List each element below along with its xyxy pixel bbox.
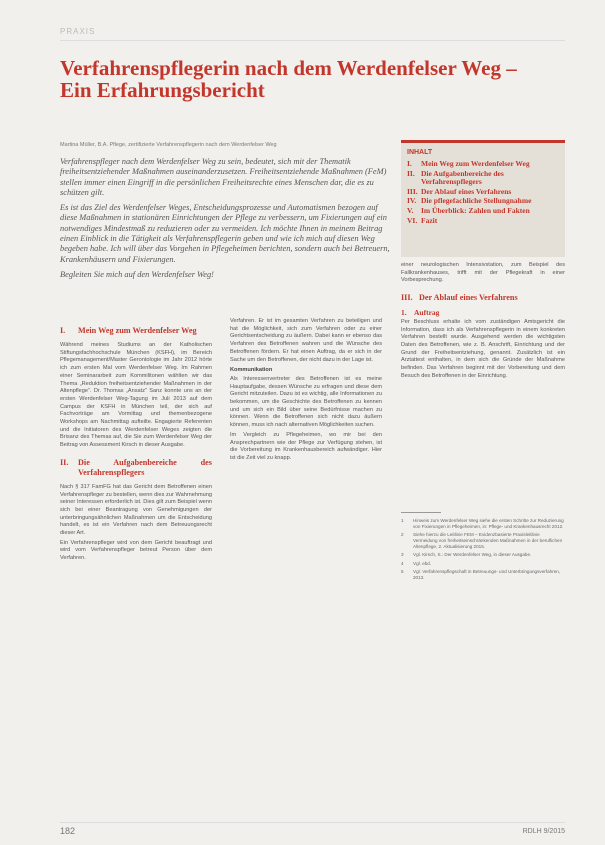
body-paragraph: Im Vergleich zu Pflegeheimen, wo mir bei den Ansprechpartnern wie der Pflege zur Verfügung stehen, ist die Vorbereitung im Krankenhausbereich aufwändiger. Hier ist die Zeit viel zu knapp. — [230, 431, 382, 461]
footnote — [401, 569, 565, 581]
toc-item[interactable] — [407, 188, 559, 197]
footnote-number: 3 — [401, 552, 404, 558]
section-number: III. — [401, 293, 413, 303]
subsection-heading — [401, 309, 565, 317]
magazine-issue: RDLH 9/2015 — [522, 828, 565, 835]
footnote-number: 5 — [401, 568, 404, 574]
section-title: Der Ablauf eines Verfahrens — [419, 293, 518, 303]
toc-title: INHALT — [407, 149, 433, 156]
toc-item[interactable] — [407, 217, 559, 226]
footnote — [401, 561, 565, 567]
lead-paragraph: Begleiten Sie mich auf den Werdenfelser Weg! — [60, 269, 214, 279]
footnote-number: 1 — [401, 518, 404, 523]
footnote-text: Siehe hierzu die Leitlinie FEM – Evidenzbasierte Praxisleitlinie Vermeidung von freiheitseinschränkenden Maßnahmen in der beruflichen Altenpflege, 2. Aktualisierung 2015. — [413, 532, 563, 550]
toc-number: I. — [407, 159, 412, 168]
toc-label: Der Ablauf eines Verfahrens — [421, 186, 512, 196]
toc-item[interactable] — [407, 197, 559, 206]
column-1 — [60, 318, 212, 565]
column-3 — [401, 262, 565, 382]
footnotes — [401, 512, 565, 583]
title-line-2: Ein Erfahrungsbericht — [60, 78, 265, 102]
toc-label: Im Überblick: Zahlen und Fakten — [421, 205, 530, 215]
toc-number: VI. — [407, 215, 418, 225]
toc-label: Die Aufgabenbereiche des Verfahrenspflegers — [421, 168, 504, 187]
article-title — [60, 57, 560, 101]
footnote-number: 4 — [401, 560, 404, 566]
toc-item[interactable] — [407, 160, 559, 169]
body-paragraph: Während meines Studiums an der Katholischen Stiftungsfachhochschule München (KSFH), im Bereich Pflegemanagement/Master Gerontologie im Jahr 2012 hörte ich zum ersten Mal vom Werdenfelser Weg. Im Rahmen einer Seminararbeit zum Kommilitonen wählten wir das Thema „Reduktion freiheitsentziehender Maßnahmen in der Altenpflege“. Dr. Thomas „Ansatz“ Sanz konnte uns an der ersten Werdenfelser Weg-Tagung im Juli 2013 auf dem Campus der KSFH in München teil, der sich auf Fachvorträge am Vormittag und themenbezogene Workshops am Nachmittag aufteilte. Engagierte Referenten und die Initiatoren des Werdenfelser Weges zeigten die Brisanz des Themas auf, die Sie zum Werdenfelser Weg der Beitrag von Assessment Kirsch in dieser Ausgabe. — [60, 342, 212, 449]
section-kicker: PRAXIS — [60, 27, 96, 36]
toc-item[interactable] — [407, 170, 559, 187]
body-paragraph: Nach § 317 FamFG hat das Gericht dem Betroffenen einen Verfahrenspfleger zu bestellen, wenn dies zur Wahrnehmung seiner Interessen erforderlich ist. Dies gilt zum Beispiel wenn sich bei einer Beantragung von Genehmigungen der unterbringungsähnlichen Maßnahmen um die Entscheidung handelt, es ist ein Verfahren nach dem Betreuungsrecht dieser Art. — [60, 483, 212, 537]
toc-label: Mein Weg zum Werdenfelser Weg — [421, 159, 530, 168]
section-heading — [60, 458, 212, 478]
subsection-number: 1. — [401, 308, 407, 318]
toc-number: V. — [407, 205, 414, 215]
lead-paragraphs — [60, 157, 390, 285]
section-number: II. — [60, 457, 69, 467]
page-number: 182 — [60, 826, 76, 836]
body-paragraph: Per Beschluss erhalte ich vom zuständigen Amtsgericht die Information, dass ich als Verfahrenspflegerin in einem konkreten Verfahren bestellt wurde. Ausgehend werden die wichtigsten Daten des Betroffenen, wie z. B. Anschrift, Einrichtung und der Grund der Freiheitsentziehung, genannt. Zusätzlich ist ein Arztattest enthalten, in dem sich die Gründe der Maßnahme befinden. Das Verfahren beginnt mit der Vorbereitung und dem Besuch des Betroffenen in der Einrichtung. — [401, 318, 565, 379]
section-title: Die Aufgabenbereiche des Verfahrenspflegers — [78, 457, 212, 477]
toc-list — [401, 160, 565, 225]
body-paragraph: einer neurologischen Intensivstation, zum Beispiel des Fallkrankenhauses, trifft mit der Pflegekraft in einer Vorbesprechung. — [401, 262, 565, 284]
column-2 — [230, 318, 382, 465]
body-paragraph: Verfahren. Er ist im gesamten Verfahren zu beteiligen und hat die Möglichkeit, sich zum Verfahren oder zu einer Gerichtsentscheidung zu äußern. Dabei kann er ebenso das Verfahren des Betroffenen wahren und die Wünsche des Betroffenen fördern. Er hat einen Auftrag, da er sich in der Sache um den Betroffenen, der nicht dazu in der Lage ist. — [230, 318, 382, 363]
table-of-contents — [401, 140, 565, 257]
footnote — [401, 518, 565, 530]
section-number: I. — [60, 326, 66, 335]
divider — [60, 40, 565, 41]
section-title: Mein Weg zum Werdenfelser Weg — [78, 326, 197, 335]
footnote-text: Vgl. ebd. — [413, 560, 432, 566]
footnote — [401, 552, 565, 558]
title-line-1: Verfahrenspflegerin nach dem Werdenfelser Weg – — [60, 56, 517, 80]
footnote — [401, 532, 565, 550]
footnote-number: 2 — [401, 532, 404, 538]
toc-number: III. — [407, 186, 418, 196]
toc-number: II. — [407, 168, 415, 178]
toc-label: Die pflegefachliche Stellungnahme — [421, 196, 532, 206]
section-heading — [401, 293, 565, 303]
subheading: Kommunikation — [230, 367, 273, 374]
body-paragraph: Als Interessenvertreter des Betroffenen ist es meine Hauptaufgabe, dessen Wünsche zu erfragen und diese dem Gericht mitzuteilen. Dazu ist es wichtig, alle Informationen zu bekommen, um die Geschichte des Betroffenen zu kennen und um sich ein Bild über seine Bedürfnisse machen zu können. Wenn die Betroffenen sich nicht dazu äußern können, muss ich nach alternativen Möglichkeiten suchen. — [230, 375, 382, 429]
lead-paragraph: Verfahrenspfleger nach dem Werdenfelser Weg zu sein, bedeutet, sich mit der Thematik freiheitsentziehender Maßnahmen auseinanderzusetzen. Freiheitsentziehende Maßnahmen (FeM) stellen immer einen Eingriff in die persönlichen Freiheitsrechte eines Menschen dar, die es zu schützen gilt. — [60, 157, 387, 197]
footnote-separator — [401, 512, 441, 513]
toc-label: Fazit — [421, 215, 438, 225]
footnote-text: Vgl. Kirsch, S.: Der Werdenfelser Weg, in dieser Ausgabe. — [413, 552, 532, 558]
section-heading — [60, 326, 212, 336]
toc-number: IV. — [407, 196, 417, 206]
author-byline: Martina Müller, B.A. Pflege, zertifizierte Verfahrenspflegerin nach dem Werdenfelser Weg — [60, 142, 277, 148]
toc-item[interactable] — [407, 207, 559, 216]
footnote-text: Vgl. Verfahrenspflegschaft in Betreuungs- und Unterbringungsverfahren, 2013. — [413, 568, 561, 580]
body-paragraph: Ein Verfahrenspfleger wird von dem Gericht beauftragt und wird vom Verfahrenspfleger betreut Person über dem Verfahren. — [60, 539, 212, 562]
footnote-text: Hinweis zum Werdenfelser Weg siehe die ersten Schritte zur Reduzierung von Fixierungen in Pflegeheimen, in: Pflege- und Krankenhausrecht 2012. — [413, 518, 564, 530]
subsection-title: Auftrag — [414, 308, 440, 318]
footer-divider — [60, 822, 565, 823]
lead-paragraph: Es ist das Ziel des Werdenfelser Weges, Entscheidungsprozesse und Automatismen bezogen auf diese Maßnahmen in stationären Einrichtungen der Pflege zu verbessern, um Fixierungen auf ein notwendiges Mindestmaß zu reduzieren oder zu vermeiden. Ich möchte Ihnen in meinem Beitrag einen Einblick in die Tätigkeit als Verfahrenspflegerin geben und wie ich mich auf diesen Weg begeben habe. Ich will über das Vorgehen in Pflegeheimen berichten, sondern auch bei Betreuern, Krankenhäusern und Fixierungen. — [60, 203, 390, 264]
